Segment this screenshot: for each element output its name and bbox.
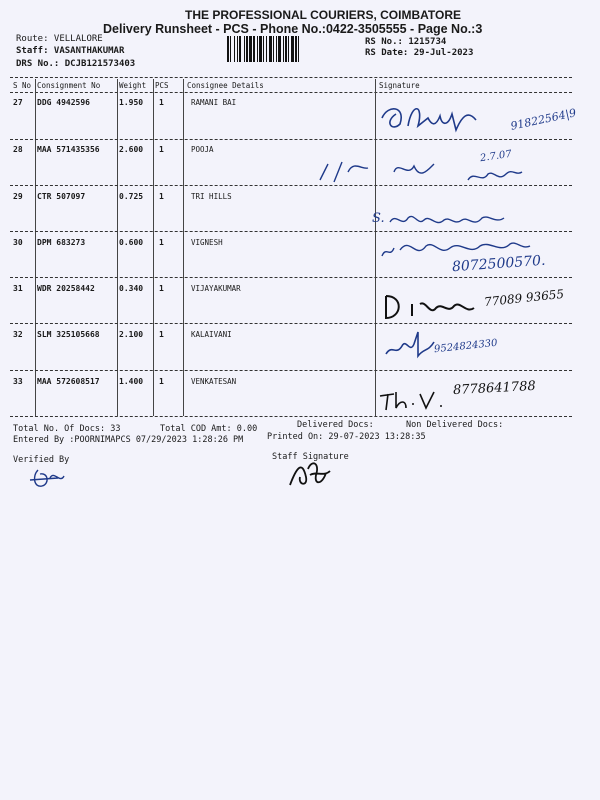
row-weight: 0.725: [119, 192, 144, 201]
row-consignment: CTR 507097: [37, 192, 86, 201]
signature-phone: 91822564|9: [509, 106, 578, 133]
row-weight: 2.600: [119, 145, 144, 154]
row-weight: 1.400: [119, 377, 144, 386]
row-pcs: 1: [159, 284, 164, 293]
verified-signature-mark: [28, 466, 68, 494]
signature-mark: [378, 386, 458, 416]
col-divider: [117, 79, 118, 416]
row-sno: 31: [13, 284, 23, 293]
row-rule: [10, 139, 572, 140]
row-pcs: 1: [159, 98, 164, 107]
entered-by: Entered By :POORNIMAPCS 07/29/2023 1:28:26 PM: [13, 435, 244, 445]
table-bottom-rule: [10, 416, 572, 417]
row-pcs: 1: [159, 145, 164, 154]
row-consignee: VENKATESAN: [191, 377, 237, 386]
drs-number: DRS No.: DCJB121573403: [16, 59, 136, 69]
col-pcs: PCS: [155, 81, 169, 90]
delivered-docs: Delivered Docs:: [297, 420, 374, 430]
row-consignment: SLM 325105668: [37, 330, 100, 339]
row-sno: 28: [13, 145, 23, 154]
table-top-rule: [10, 77, 572, 78]
row-consignee: TRI HILLS: [191, 192, 232, 201]
col-divider: [153, 79, 154, 416]
row-consignment: DPM 683273: [37, 238, 86, 247]
row-weight: 2.100: [119, 330, 144, 339]
row-consignee: POOJA: [191, 145, 214, 154]
signature-mark: [382, 290, 492, 326]
col-sno: S No: [13, 81, 32, 90]
col-signature: Signature: [379, 81, 420, 90]
row-consignee: VIJAYAKUMAR: [191, 284, 241, 293]
company-name: THE PROFESSIONAL COURIERS, COIMBATORE: [185, 8, 462, 22]
staff-signature-mark: [286, 455, 334, 497]
row-consignment: MAA 572608517: [37, 377, 100, 386]
total-cod: Total COD Amt: 0.00: [160, 424, 258, 434]
col-divider: [375, 79, 376, 416]
signature-phone: 9524824330: [433, 337, 499, 356]
col-weight: Weight: [119, 81, 147, 90]
row-rule: [10, 277, 572, 278]
row-rule: [10, 185, 572, 186]
table-header-rule: [10, 92, 572, 93]
barcode-icon: [227, 36, 360, 66]
route-label: Route: VELLALORE: [16, 34, 103, 44]
row-consignment: WDR 20258442: [37, 284, 95, 293]
col-divider: [183, 79, 184, 416]
col-consignment: Consignment No: [37, 81, 101, 90]
rs-date: RS Date: 29-Jul-2023: [365, 48, 474, 58]
row-pcs: 1: [159, 238, 164, 247]
col-divider: [35, 79, 36, 416]
row-sno: 29: [13, 192, 23, 201]
row-consignment: DDG 4942596: [37, 98, 90, 107]
total-docs: Total No. Of Docs: 33: [13, 424, 121, 434]
row-sno: 32: [13, 330, 23, 339]
signature-phone: 8072500570.: [451, 252, 546, 276]
row-pcs: 1: [159, 377, 164, 386]
printed-on: Printed On: 29-07-2023 13:28:35: [267, 432, 426, 442]
row-consignee: KALAIVANI: [191, 330, 232, 339]
row-weight: 1.950: [119, 98, 144, 107]
row-consignee: RAMANI BAI: [191, 98, 237, 107]
runsheet-line: Delivery Runsheet - PCS - Phone No.:0422-3505555 - Page No.:3: [103, 22, 483, 36]
col-consignee: Consignee Details: [187, 81, 264, 90]
row-weight: 0.340: [119, 284, 144, 293]
signature-phone: 8778641788: [452, 378, 537, 399]
signature-mark: [318, 150, 558, 194]
verified-by-label: Verified By: [13, 455, 70, 465]
row-consignee: VIGNESH: [191, 238, 223, 247]
staff-label: Staff: VASANTHAKUMAR: [16, 46, 125, 56]
row-consignment: MAA 571435356: [37, 145, 100, 154]
row-pcs: 1: [159, 330, 164, 339]
row-sno: 33: [13, 377, 23, 386]
row-sno: 27: [13, 98, 23, 107]
signature-initial: S.: [372, 211, 385, 226]
row-sno: 30: [13, 238, 23, 247]
rs-number: RS No.: 1215734: [365, 37, 447, 47]
signature-date: 2.7.07: [479, 148, 513, 165]
row-rule: [10, 323, 572, 324]
row-rule: [10, 370, 572, 371]
row-pcs: 1: [159, 192, 164, 201]
non-delivered-docs: Non Delivered Docs:: [406, 420, 504, 430]
staff-signature-label: Staff Signature: [272, 452, 349, 462]
row-weight: 0.600: [119, 238, 144, 247]
signature-phone: 77089 93655: [483, 286, 565, 310]
